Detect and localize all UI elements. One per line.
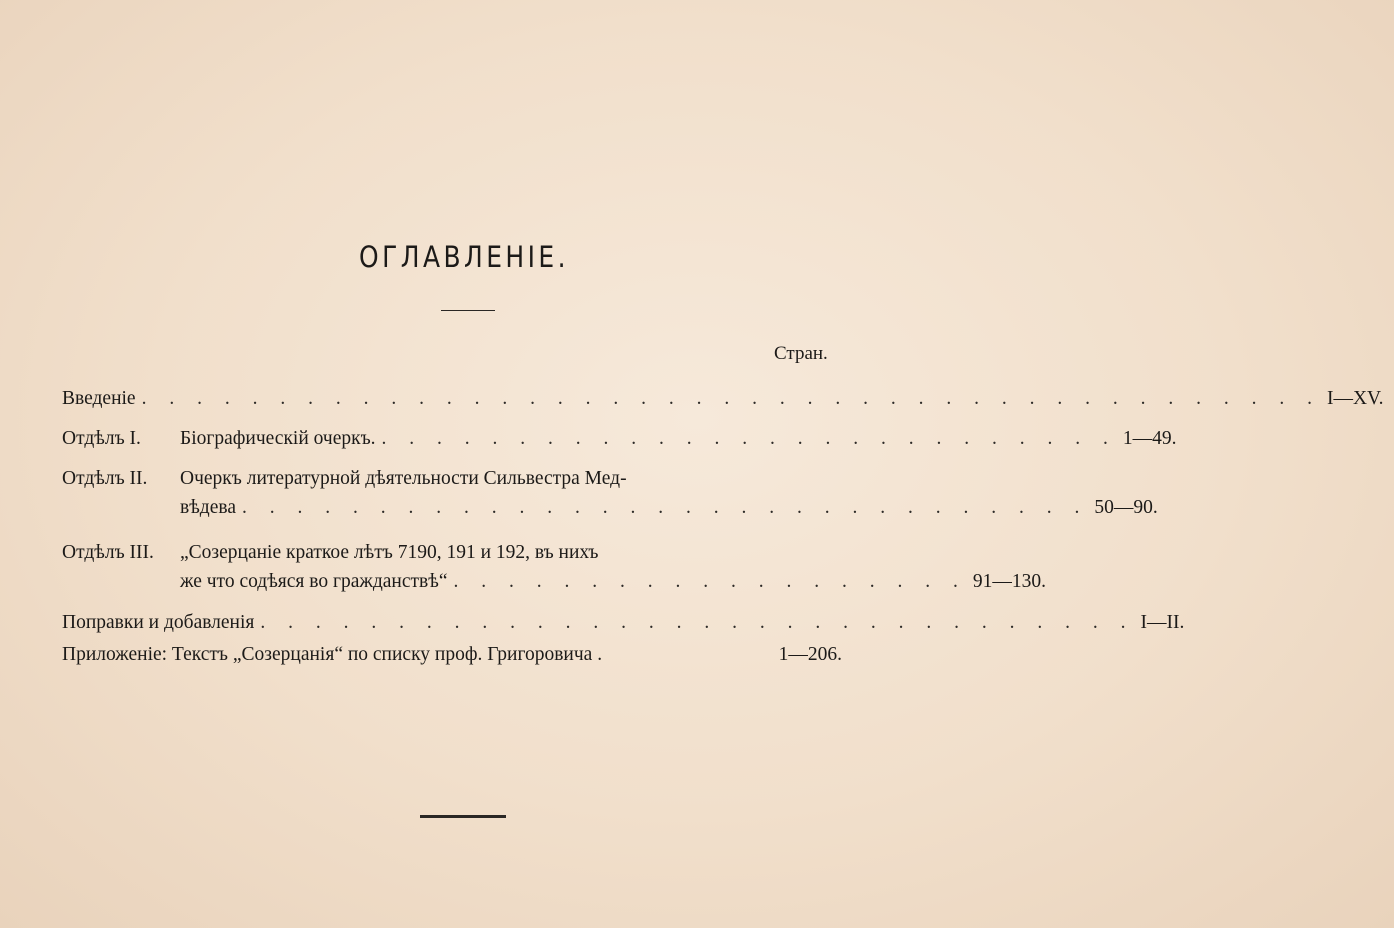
toc-section-number: Отдѣлъ II. <box>62 468 148 489</box>
dot-leader: . . . . . . . . . . . . . . . . . . . . . . . . . . . . . . . . <box>260 612 1135 633</box>
toc-entry-label: Поправки и добавленія <box>62 612 255 633</box>
toc-section-number: Отдѣлъ I. <box>62 428 141 449</box>
toc-entry-introduction <box>62 384 1384 413</box>
bottom-divider <box>420 815 506 818</box>
dot-leader: . . . . . . . . . . . . . . . . . . . . . . . . . . . . . . . . . . . . . . . . . . . <box>141 388 1321 409</box>
page-title: ОГЛАВЛЕНІЕ. <box>359 240 569 274</box>
toc-entry-label-line2: вѣдева <box>180 497 236 518</box>
toc-section-number: Отдѣлъ III. <box>62 542 154 563</box>
toc-entry-label-line1: Очеркъ литературной дѣятельности Сильвестра Мед- <box>180 468 627 489</box>
toc-entry-label: Введеніе <box>62 388 136 409</box>
page-column-header: Стран. <box>774 343 828 364</box>
toc-entry-section-1 <box>62 424 1177 453</box>
toc-entry-page: 1—49. <box>1122 428 1177 449</box>
title-divider <box>441 310 495 311</box>
toc-entry-corrections <box>62 608 1185 637</box>
toc-entry-page: I—II. <box>1140 612 1185 633</box>
toc-entry-label: Біографическій очеркъ. <box>180 428 376 449</box>
dot-leader: . . . . . . . . . . . . . . . . . . . <box>453 571 967 592</box>
toc-entry-page: 1—206. <box>778 644 842 665</box>
toc-entry-label-line2: же что содѣяся во гражданствѣ“ <box>180 571 448 592</box>
toc-entry-appendix <box>62 640 852 669</box>
toc-entry-label-line1: „Созерцаніе краткое лѣтъ 7190, 191 и 192, въ нихъ <box>180 542 599 563</box>
toc-entry-section-3 <box>62 538 1046 596</box>
toc-entry-page: I—XV. <box>1326 388 1384 409</box>
dot-leader: . . . . . . . . . . . . . . . . . . . . . . . . . . . <box>381 428 1117 449</box>
toc-entry-label: Приложеніе: Текстъ „Созерцанія“ по списку проф. Григоровича . <box>62 644 603 665</box>
toc-entry-page: 50—90. <box>1094 497 1158 518</box>
toc-entry-page: 91—130. <box>972 571 1046 592</box>
dot-leader: . . . . . . . . . . . . . . . . . . . . . . . . . . . . . . . <box>241 497 1089 518</box>
toc-entry-section-2 <box>62 464 1158 522</box>
